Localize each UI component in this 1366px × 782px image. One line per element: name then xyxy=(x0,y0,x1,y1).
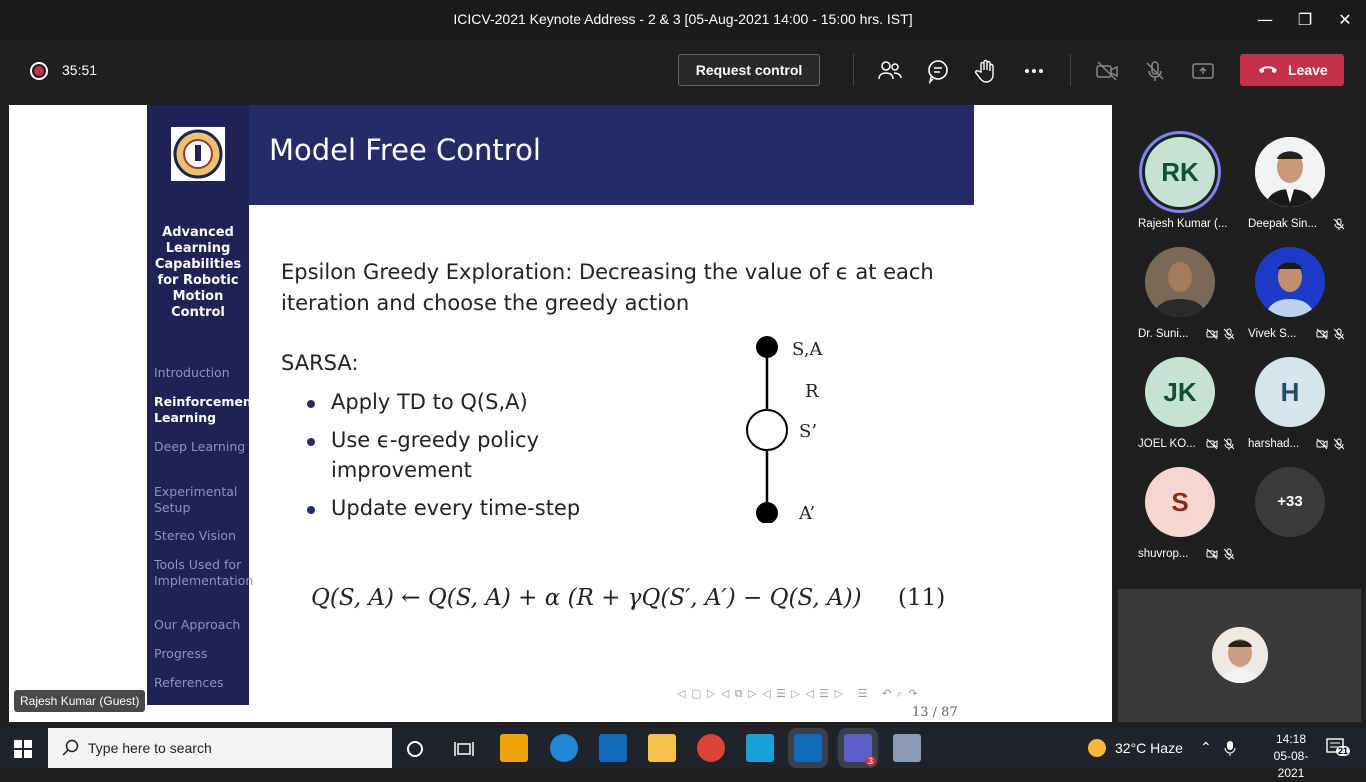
phone-hangup-icon xyxy=(1258,62,1278,76)
notification-count: 21 xyxy=(1338,746,1349,756)
mic-off-icon xyxy=(1223,438,1235,450)
bullet-item: Apply TD to Q(S,A) xyxy=(331,387,631,417)
sidebar-item-progress[interactable]: Progress xyxy=(154,646,208,661)
participant-tile[interactable] xyxy=(1125,457,1235,567)
more-icon[interactable] xyxy=(1021,58,1047,84)
mic-off-icon xyxy=(1333,438,1345,450)
beamer-navigation-icons[interactable]: ◁ ▢ ▷ ◁ ⧉ ▷ ◁ ☰ ▷ ◁ ☰ ▷ ☰ ↶ ⌕ ↷ xyxy=(677,687,919,700)
file-explorer-icon[interactable] xyxy=(648,734,676,762)
paint-icon[interactable] xyxy=(893,734,921,762)
slide-body xyxy=(249,205,974,705)
slide-title: Model Free Control xyxy=(269,133,541,167)
edge-icon[interactable] xyxy=(550,734,578,762)
diagram-label-next-state: S’ xyxy=(799,421,818,442)
share-icon[interactable] xyxy=(1190,58,1216,84)
recording-timer: 35:51 xyxy=(62,62,98,78)
presentation-slide xyxy=(147,105,974,720)
sidebar-title: Advanced Learning Capabilities for Robotic Motion Control xyxy=(154,225,242,320)
mic-off-icon xyxy=(1333,328,1345,340)
toolbar-divider xyxy=(1070,54,1071,86)
system-clock[interactable] xyxy=(1262,731,1320,782)
equation-number: (11) xyxy=(898,585,946,611)
store-icon[interactable] xyxy=(500,734,528,762)
chrome-icon[interactable] xyxy=(697,734,725,762)
window-title: ICICV-2021 Keynote Address - 2 & 3 [05-Aug-2021 14:00 - 15:00 hrs. IST] xyxy=(453,11,913,27)
slide-page-number: 13 / 87 xyxy=(912,705,958,720)
participant-tile[interactable] xyxy=(1125,347,1235,457)
camera-off-icon xyxy=(1206,548,1218,560)
sidebar-item-stereo-vision[interactable]: Stereo Vision xyxy=(154,528,237,543)
participant-name: shuvrop... xyxy=(1138,548,1189,560)
participant-name: Deepak Sin... xyxy=(1248,218,1318,230)
minimize-icon[interactable]: — xyxy=(1257,10,1273,29)
participant-name: Dr. Suni... xyxy=(1138,328,1189,340)
raise-hand-icon[interactable] xyxy=(973,58,999,84)
avatar: RK xyxy=(1145,137,1215,207)
request-control-button[interactable]: Request control xyxy=(678,54,820,86)
participants-icon[interactable] xyxy=(877,58,903,84)
meeting-toolbar xyxy=(0,40,1366,102)
weather-text[interactable]: 32°C Haze xyxy=(1115,740,1183,756)
slide-sidebar xyxy=(147,205,258,705)
sarsa-update-equation: Q(S, A) ← Q(S, A) + α (R + γQ(S′, A′) − Q(S, A)) xyxy=(311,585,862,611)
participant-tile[interactable] xyxy=(1125,127,1235,237)
notification-center-icon[interactable] xyxy=(1326,738,1348,758)
windows-taskbar xyxy=(0,728,1366,780)
leave-label: Leave xyxy=(1288,62,1328,78)
clock-time: 14:18 xyxy=(1275,732,1307,746)
avatar: JK xyxy=(1145,357,1215,427)
sarsa-heading: SARSA: xyxy=(281,351,359,375)
task-view-icon[interactable] xyxy=(454,740,474,758)
epsilon-greedy-text: Epsilon Greedy Exploration: Decreasing the value of ϵ at each iteration and choose the greedy action xyxy=(281,260,934,315)
slide-header xyxy=(249,105,974,205)
avatar xyxy=(1255,137,1325,207)
participant-name: JOEL KO... xyxy=(1138,438,1196,450)
windows-start-icon[interactable] xyxy=(14,740,32,758)
diagram-label-state-action: S,A xyxy=(792,339,823,360)
participant-tile[interactable] xyxy=(1235,237,1345,347)
camera-off-icon xyxy=(1316,438,1328,450)
learning-app-icon[interactable] xyxy=(746,734,774,762)
participant-name: Rajesh Kumar (... xyxy=(1138,218,1228,230)
diagram-label-next-action: A’ xyxy=(799,503,816,524)
recording-icon xyxy=(30,62,48,80)
logo-area xyxy=(147,105,249,205)
shared-screen xyxy=(9,105,1112,722)
teams-badge: 3 xyxy=(865,756,876,766)
taskbar-search-box[interactable] xyxy=(48,728,392,768)
sidebar-item-introduction[interactable]: Introduction xyxy=(154,365,230,380)
mic-off-icon xyxy=(1223,328,1235,340)
sidebar-item-reinforcement-learning[interactable]: Reinforcement Learning xyxy=(154,394,258,425)
mic-off-icon xyxy=(1333,218,1345,230)
sidebar-item-tools-used[interactable]: Tools Used for Implementation xyxy=(154,557,254,588)
mic-off-icon[interactable] xyxy=(1142,58,1168,84)
avatar: H xyxy=(1255,357,1325,427)
diagram-label-reward: R xyxy=(805,381,819,402)
participant-tile[interactable] xyxy=(1235,127,1345,237)
camera-off-icon[interactable] xyxy=(1094,58,1120,84)
sidebar-item-deep-learning[interactable]: Deep Learning xyxy=(154,439,246,454)
search-icon xyxy=(62,739,80,757)
camera-off-icon xyxy=(1206,438,1218,450)
window-title-bar xyxy=(0,0,1366,40)
tray-chevron-icon[interactable]: ⌃ xyxy=(1200,740,1212,756)
participant-tile[interactable] xyxy=(1235,347,1345,457)
bullet-item: Use ϵ-greedy policy improvement xyxy=(331,425,571,485)
bullet-item: Update every time-step xyxy=(331,493,631,523)
weather-icon[interactable] xyxy=(1088,739,1106,757)
more-participants-count: +33 xyxy=(1255,467,1325,537)
avatar: S xyxy=(1145,467,1215,537)
close-icon[interactable]: ✕ xyxy=(1338,10,1352,29)
cortana-icon[interactable] xyxy=(406,740,424,758)
outlook-icon[interactable] xyxy=(794,734,822,762)
self-avatar xyxy=(1212,627,1268,683)
sarsa-backup-diagram xyxy=(739,333,799,523)
teams-icon[interactable] xyxy=(844,734,873,766)
sidebar-item-references[interactable]: References xyxy=(154,675,224,690)
search-placeholder: Type here to search xyxy=(88,740,212,756)
mail-icon[interactable] xyxy=(599,734,627,762)
institute-logo xyxy=(171,127,225,181)
sidebar-item-our-approach[interactable]: Our Approach xyxy=(154,617,241,632)
sidebar-item-experimental-setup[interactable]: Experimental Setup xyxy=(154,484,238,515)
microphone-tray-icon[interactable] xyxy=(1224,740,1236,756)
camera-off-icon xyxy=(1316,328,1328,340)
chat-icon[interactable] xyxy=(925,58,951,84)
more-participants-tile[interactable] xyxy=(1235,457,1345,567)
participant-tile[interactable] xyxy=(1125,237,1235,347)
maximize-icon[interactable]: ❐ xyxy=(1297,10,1313,29)
self-video-preview xyxy=(1118,589,1361,722)
mic-off-icon xyxy=(1223,548,1235,560)
avatar xyxy=(1145,247,1215,317)
leave-button[interactable] xyxy=(1240,54,1344,86)
camera-off-icon xyxy=(1206,328,1218,340)
clock-date: 05-08-2021 xyxy=(1273,749,1309,780)
presenter-name-tag: Rajesh Kumar (Guest) xyxy=(14,690,145,712)
participant-name: Vivek S... xyxy=(1248,328,1297,340)
participant-name: harshad... xyxy=(1248,438,1300,450)
avatar xyxy=(1255,247,1325,317)
toolbar-divider xyxy=(853,54,854,86)
